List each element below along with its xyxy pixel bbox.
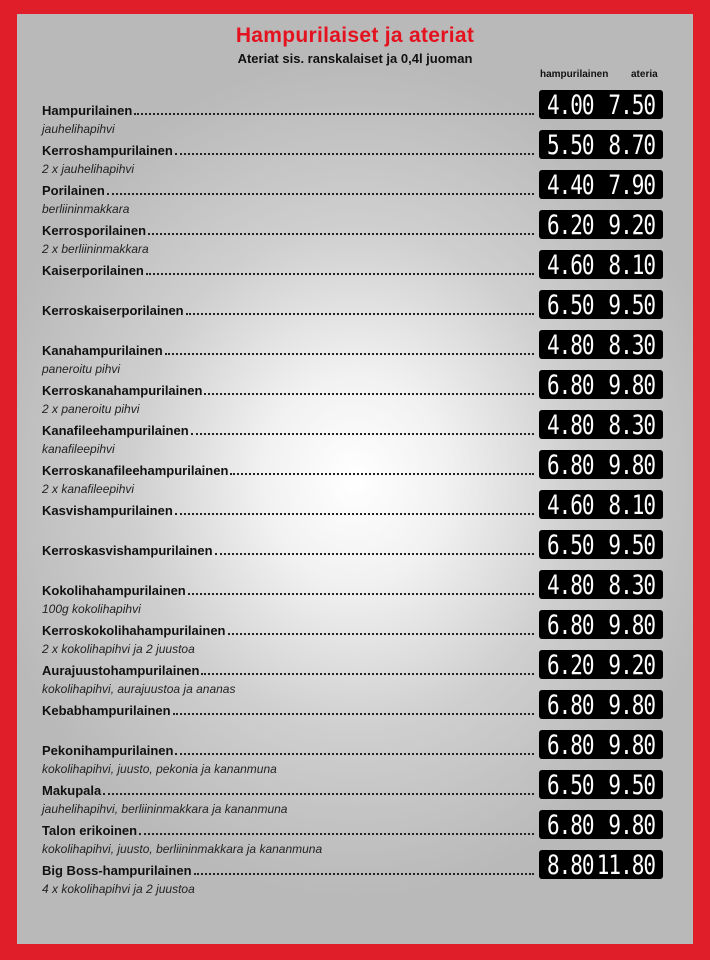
- menu-item: [42, 102, 537, 118]
- meal-price: 9.80: [608, 689, 655, 720]
- price-display: [539, 410, 663, 439]
- menu-item: [42, 542, 537, 558]
- meal-price: 8.70: [608, 129, 655, 160]
- item-name: Kanafileehampurilainen: [42, 423, 189, 438]
- meal-price: 9.80: [608, 609, 655, 640]
- dot-leader: [204, 393, 534, 395]
- price-display: [539, 530, 663, 559]
- burger-price: 6.80: [547, 689, 594, 720]
- meal-price: 9.20: [608, 209, 655, 240]
- item-name: Kebabhampurilainen: [42, 703, 171, 718]
- meal-price: 9.80: [608, 369, 655, 400]
- item-description: 4 x kokolihapihvi ja 2 juustoa: [42, 882, 195, 896]
- burger-price: 6.80: [547, 809, 594, 840]
- item-description: kanafileepihvi: [42, 442, 115, 456]
- item-name: Kerrosporilainen: [42, 223, 147, 238]
- meal-price: 11.80: [596, 849, 655, 880]
- meal-price: 7.90: [608, 169, 655, 200]
- meal-price: 9.50: [608, 769, 655, 800]
- price-display: [539, 290, 663, 319]
- menu-item: [42, 342, 537, 358]
- item-name: Talon erikoinen: [42, 823, 138, 838]
- item-name: Kerroskanafileehampurilainen: [42, 463, 229, 478]
- burger-price: 6.20: [547, 209, 594, 240]
- meal-price: 8.30: [608, 569, 655, 600]
- menu-item: [42, 142, 537, 158]
- item-name: Kanahampurilainen: [42, 343, 163, 358]
- menu-item: [42, 822, 537, 838]
- burger-price: 6.50: [547, 289, 594, 320]
- meal-price: 9.20: [608, 649, 655, 680]
- burger-price: 4.40: [547, 169, 594, 200]
- meal-price: 9.80: [608, 449, 655, 480]
- meal-price: 8.10: [608, 489, 655, 520]
- burger-price: 6.80: [547, 609, 594, 640]
- item-description: kokolihapihvi, juusto, pekonia ja kananmuna: [42, 762, 277, 776]
- item-description: kokolihapihvi, aurajuustoa ja ananas: [42, 682, 236, 696]
- item-description: 2 x jauhelihapihvi: [42, 162, 135, 176]
- price-display: [539, 250, 663, 279]
- menu-item: [42, 382, 537, 398]
- item-description: paneroitu pihvi: [42, 362, 121, 376]
- price-display: [539, 570, 663, 599]
- burger-price: 6.50: [547, 529, 594, 560]
- item-name: Kerroskokolihahampurilainen: [42, 623, 226, 638]
- dot-leader: [230, 473, 534, 475]
- price-display: [539, 730, 663, 759]
- dot-leader: [148, 233, 534, 235]
- dot-leader: [228, 633, 535, 635]
- burger-price: 4.80: [547, 329, 594, 360]
- item-description: 2 x berliininmakkara: [42, 242, 149, 256]
- item-description: 100g kokolihapihvi: [42, 602, 141, 616]
- price-display: [539, 770, 663, 799]
- burger-price: 4.80: [547, 409, 594, 440]
- price-display: [539, 330, 663, 359]
- price-display: [539, 370, 663, 399]
- column-header-burger: hampurilainen: [540, 69, 609, 80]
- dot-leader: [186, 313, 534, 315]
- meal-price: 8.30: [608, 409, 655, 440]
- menu-panel: [17, 14, 693, 944]
- menu-item: [42, 622, 537, 638]
- dot-leader: [201, 673, 534, 675]
- menu-item: [42, 582, 537, 598]
- item-name: Porilainen: [42, 183, 105, 198]
- dot-leader: [188, 593, 534, 595]
- menu-item: [42, 462, 537, 478]
- item-name: Pekonihampurilainen: [42, 743, 174, 758]
- menu-item: [42, 862, 537, 878]
- menu-item: [42, 302, 537, 318]
- menu-title: Hampurilaiset ja ateriat: [235, 24, 475, 47]
- dot-leader: [175, 153, 534, 155]
- burger-price: 4.80: [547, 569, 594, 600]
- item-name: Hampurilainen: [42, 103, 133, 118]
- dot-leader: [165, 353, 534, 355]
- dot-leader: [134, 113, 534, 115]
- meal-price: 9.80: [608, 729, 655, 760]
- dot-leader: [175, 753, 534, 755]
- dot-leader: [107, 193, 534, 195]
- item-description: 2 x paneroitu pihvi: [42, 402, 140, 416]
- price-display: [539, 610, 663, 639]
- item-name: Kerroshampurilainen: [42, 143, 173, 158]
- menu-item: [42, 662, 537, 678]
- column-header-meal: ateria: [631, 69, 658, 80]
- burger-price: 5.50: [547, 129, 594, 160]
- burger-price: 4.00: [547, 89, 594, 120]
- dot-leader: [103, 793, 534, 795]
- menu-subtitle: Ateriat sis. ranskalaiset ja 0,4l juoman: [237, 51, 473, 66]
- item-name: Kerroskanahampurilainen: [42, 383, 203, 398]
- item-name: Makupala: [42, 783, 102, 798]
- menu-item: [42, 222, 537, 238]
- meal-price: 9.50: [608, 289, 655, 320]
- dot-leader: [194, 873, 534, 875]
- burger-price: 8.80: [547, 849, 594, 880]
- price-display: [539, 170, 663, 199]
- meal-price: 9.50: [608, 529, 655, 560]
- item-description: jauhelihapihvi, berliininmakkara ja kananmuna: [42, 802, 288, 816]
- meal-price: 8.10: [608, 249, 655, 280]
- dot-leader: [173, 713, 534, 715]
- price-display: [539, 490, 663, 519]
- item-name: Kasvishampurilainen: [42, 503, 173, 518]
- dot-leader: [175, 513, 534, 515]
- menu-item: [42, 742, 537, 758]
- burger-price: 6.80: [547, 449, 594, 480]
- dot-leader: [191, 433, 534, 435]
- menu-item: [42, 702, 537, 718]
- price-display: [539, 810, 663, 839]
- burger-price: 4.60: [547, 489, 594, 520]
- menu-item: [42, 182, 537, 198]
- item-name: Kerroskaiserporilainen: [42, 303, 184, 318]
- menu-item: [42, 262, 537, 278]
- burger-price: 6.80: [547, 369, 594, 400]
- burger-price: 4.60: [547, 249, 594, 280]
- item-name: Kerroskasvishampurilainen: [42, 543, 213, 558]
- menu-item: [42, 502, 537, 518]
- meal-price: 8.30: [608, 329, 655, 360]
- burger-price: 6.80: [547, 729, 594, 760]
- item-description: berliininmakkara: [42, 202, 130, 216]
- price-display: [539, 130, 663, 159]
- item-name: Kaiserporilainen: [42, 263, 144, 278]
- item-description: 2 x kanafileepihvi: [42, 482, 135, 496]
- item-description: kokolihapihvi, juusto, berliininmakkara ja kananmuna: [42, 842, 323, 856]
- price-display: [539, 210, 663, 239]
- price-display: [539, 90, 663, 119]
- burger-price: 6.20: [547, 649, 594, 680]
- price-display: [539, 850, 663, 879]
- price-display: [539, 450, 663, 479]
- item-name: Kokolihahampurilainen: [42, 583, 186, 598]
- price-display: [539, 650, 663, 679]
- dot-leader: [146, 273, 534, 275]
- item-name: Aurajuustohampurilainen: [42, 663, 200, 678]
- meal-price: 9.80: [608, 809, 655, 840]
- item-description: jauhelihapihvi: [42, 122, 115, 136]
- price-display: [539, 690, 663, 719]
- item-description: 2 x kokolihapihvi ja 2 juustoa: [42, 642, 195, 656]
- burger-price: 6.50: [547, 769, 594, 800]
- dot-leader: [139, 833, 534, 835]
- item-name: Big Boss-hampurilainen: [42, 863, 192, 878]
- menu-item: [42, 422, 537, 438]
- menu-item: [42, 782, 537, 798]
- meal-price: 7.50: [608, 89, 655, 120]
- dot-leader: [215, 553, 534, 555]
